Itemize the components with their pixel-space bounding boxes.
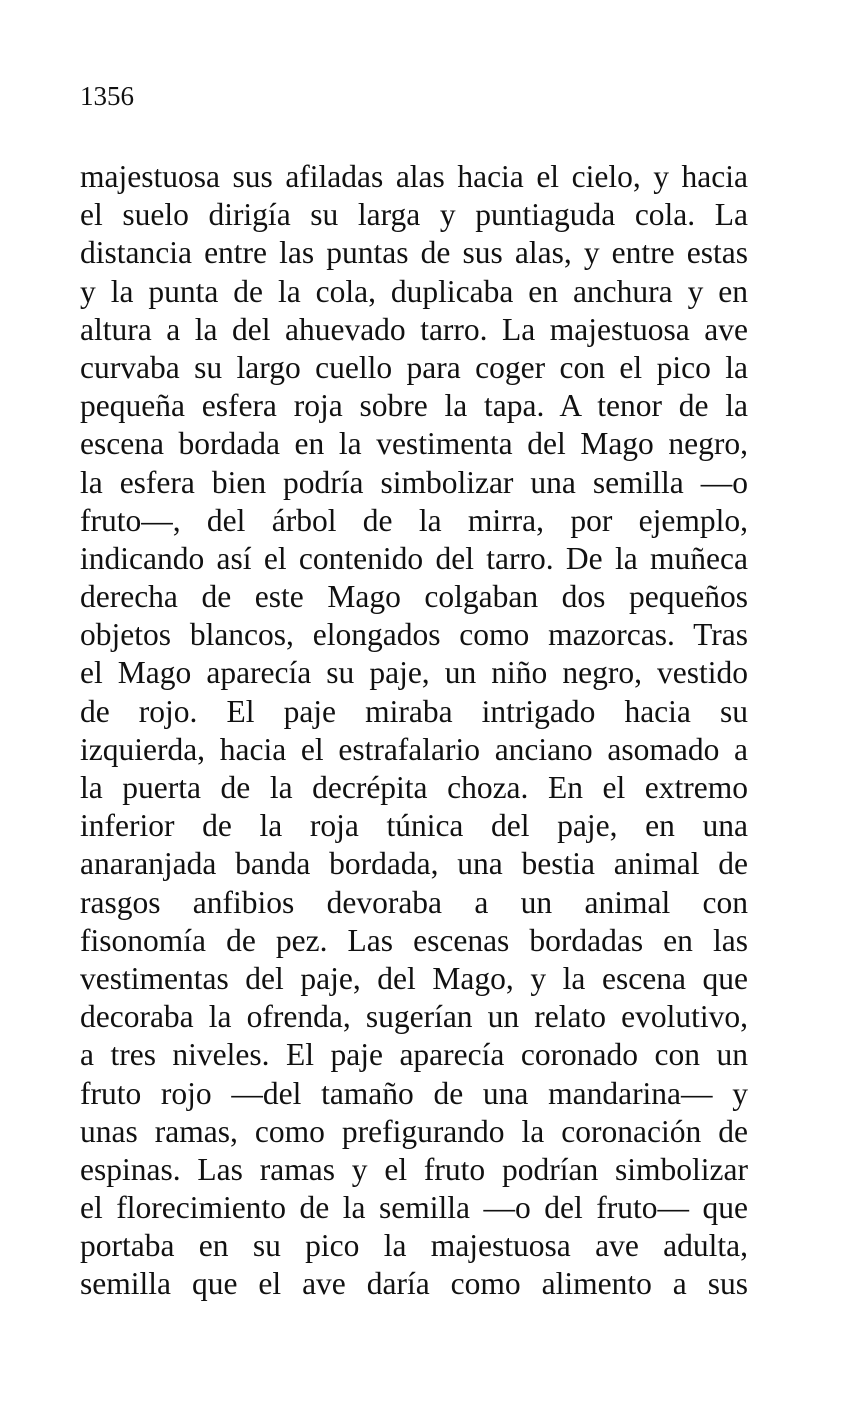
text-line: fruto—, del árbol de la mirra, por ejemplo, [80, 502, 748, 538]
text-line: la puerta de la decrépita choza. En el extremo [80, 770, 748, 805]
text-line: vestimentas del paje, del Mago, y la escena que [80, 960, 748, 996]
text-line: de rojo. El paje miraba intrigado hacia su [80, 693, 748, 729]
text-line: decoraba la ofrenda, sugerían un relato evolutivo, [80, 999, 748, 1035]
text-line: objetos blancos, elongados como mazorcas. Tras [80, 617, 748, 653]
text-line: escena bordada en la vestimenta del Mago negro, [80, 426, 748, 462]
text-line: la esfera bien podría simbolizar una semilla —o [80, 464, 748, 500]
text-line: inferior de la roja túnica del paje, en una [80, 808, 748, 844]
text-line: a tres niveles. El paje aparecía coronado con un [80, 1037, 748, 1073]
text-line: el Mago aparecía su paje, un niño negro, vestido [80, 655, 748, 691]
text-line: semilla que el ave daría como alimento a sus [80, 1266, 748, 1302]
text-line: indicando así el contenido del tarro. De la muñeca [80, 540, 748, 576]
text-line: izquierda, hacia el estrafalario anciano asomado a [80, 731, 748, 767]
text-line: rasgos anfibios devoraba a un animal con [80, 884, 748, 920]
text-line: altura a la del ahuevado tarro. La majestuosa ave [80, 311, 748, 347]
text-line: espinas. Las ramas y el fruto podrían simbolizar [80, 1151, 748, 1187]
text-line: portaba en su pico la majestuosa ave adulta, [80, 1228, 748, 1264]
text-line: anaranjada banda bordada, una bestia animal de [80, 846, 748, 882]
text-line: curvaba su largo cuello para coger con el pico la [80, 349, 748, 385]
body-text [80, 158, 748, 1304]
text-line: distancia entre las puntas de sus alas, y entre estas [80, 235, 748, 271]
text-line: unas ramas, como prefigurando la coronación de [80, 1113, 748, 1149]
text-line: y la punta de la cola, duplicaba en anchura y en [80, 273, 748, 309]
text-line: pequeña esfera roja sobre la tapa. A tenor de la [80, 388, 748, 424]
text-line: el suelo dirigía su larga y puntiaguda cola. La [80, 197, 748, 233]
page-number: 1356 [80, 81, 134, 111]
text-line: derecha de este Mago colgaban dos pequeños [80, 579, 748, 615]
text-line: fruto rojo —del tamaño de una mandarina— y [80, 1075, 748, 1111]
text-line: majestuosa sus afiladas alas hacia el cielo, y hacia [80, 159, 748, 194]
text-line: fisonomía de pez. Las escenas bordadas en las [80, 922, 748, 958]
text-line: el florecimiento de la semilla —o del fruto— que [80, 1190, 748, 1226]
